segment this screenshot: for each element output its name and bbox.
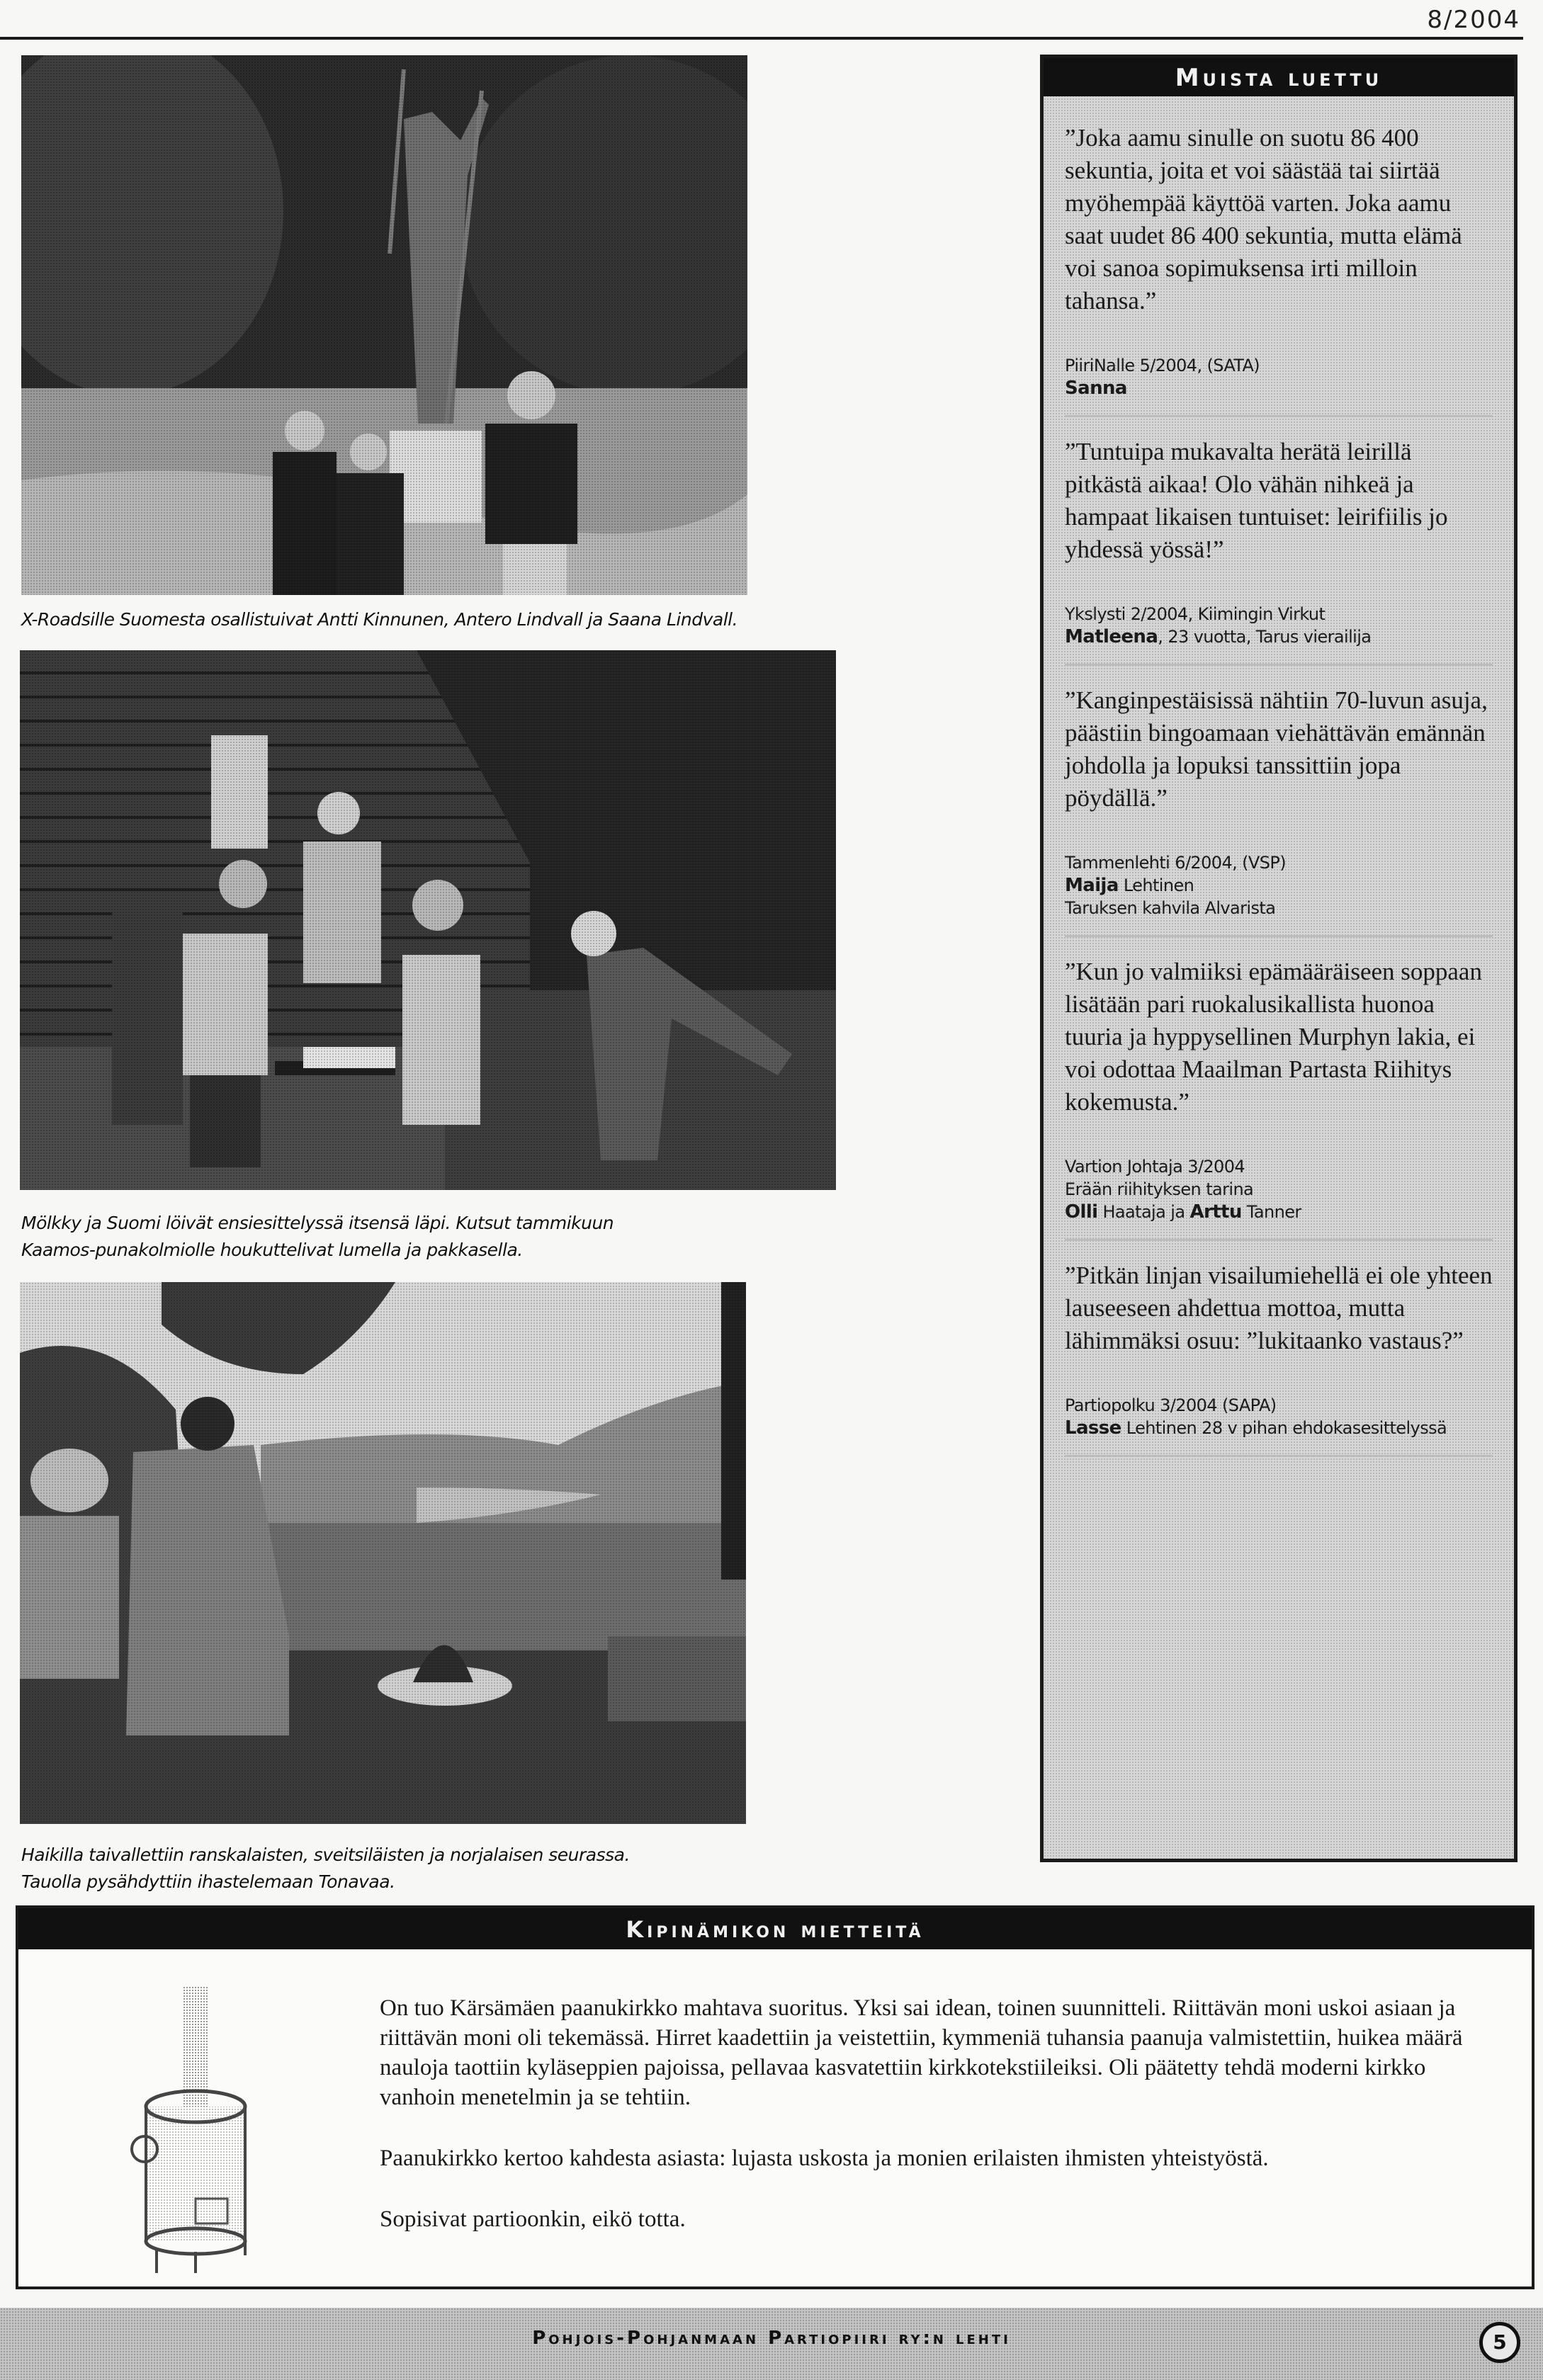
caption-line: Mölkky ja Suomi löivät ensiesittelyssä itsensä läpi. Kutsut tammikuun [21,1213,614,1233]
quote-extra: Taruksen kahvila Alvarista [1065,898,1276,918]
kipinamikko-stove-icon [118,1958,273,2277]
paragraph: Paanukirkko kertoo kahdesta asiasta: lujasta uskosta ja monien erilaisten ihmisten yhteistyöstä. [380,2146,1269,2171]
caption-line: Haikilla taivallettiin ranskalaisten, sveitsiläisten ja norjalaisen seurassa. [21,1844,630,1865]
quote-source: PiiriNalle 5/2004, (SATA) [1065,356,1260,375]
issue-number: 8/2004 [1427,6,1520,34]
quote-text: ”Kanginpestäisissä nähtiin 70-luvun asuja, päästiin bingoamaan viehättävän emännän johdolla ja lopuksi tanssittiin jopa pöydällä.” [1065,686,1488,812]
quote-source: Ykslysti 2/2004, Kiimingin Virkut [1065,604,1326,624]
author-detail: Lehtinen [1118,876,1194,895]
quote-author [1065,1417,1493,1439]
caption-line: X-Roadsille Suomesta osallistuivat Antti Kinnunen, Antero Lindvall ja Saana Lindvall. [21,609,738,630]
sidebar-title: Muista luettu [1044,58,1514,96]
paragraph: On tuo Kärsämäen paanukirkko mahtava suoritus. Yksi sai idean, toinen suunnitteli. Riittävän moni uskoi asiaan ja riittävän moni oli tekemässä. Hirret kaadettiin ja veistettiin, kymmeniä tuhansia paanuja valmistettiin, huikea määrä nauloja taottiin kyläseppien pajoissa, pellavaa kasvatettiin kirkkotekstiileiksi. Oli päätetty tehdä moderni kirkko vanhoin menetelmin ja se tehtiin. [380,1995,1463,2110]
author-name: Lasse [1065,1417,1121,1439]
photo-caption-3 [21,1842,801,1896]
page-footer [0,2308,1543,2380]
photo-scouts-statue [21,55,747,595]
quote-subsource: Erään riihityksen tarina [1065,1179,1254,1199]
photo-caption-2 [21,1210,801,1264]
quote-author [1065,625,1493,648]
caption-line: Kaamos-punakolmiolle houkuttelivat lumella ja pakkasella. [21,1240,523,1260]
publication-name: Pohjois-Pohjanmaan Partiopiiri ry:n lehti [532,2328,1011,2349]
quote-text: ”Joka aamu sinulle on suotu 86 400 sekuntia, joita et voi säästää tai siirtää myöhempää käyttöä varten. Joka aamu saat uudet 86 400 sekuntia, mutta elämä voi sanoa sopimuksensa irti milloin tahansa.” [1065,124,1462,314]
author-name: Matleena [1065,626,1158,647]
quote-text: ”Pitkän linjan visailumiehellä ei ole yhteen lauseeseen ahdettua mottoa, mutta lähimmäksi osuu: ”lukitaanko vastaus?” [1065,1262,1493,1354]
quote-text: ”Kun jo valmiiksi epämääräiseen soppaan lisätään pari ruokalusikallista huonoa tuuria ja hyppysellinen Murphyn lakia, ei voi odottaa Maailman Partasta Riihitys kokemusta.” [1065,958,1482,1116]
kipinamikko-title: Kipinämikon mietteitä [18,1908,1532,1949]
quote-item [1065,684,1493,937]
author-name: Olli [1065,1201,1098,1223]
quote-text: ”Tuntuipa mukavalta herätä leirillä pitkästä aikaa! Olo vähän nihkeä ja hampaat likaisen tuntuiset: leirifiilis jo yhdessä yössä!” [1065,438,1448,563]
photo-scouts-statue-image [21,55,747,595]
quote-source: Vartion Johtaja 3/2004 [1065,1157,1245,1177]
quote-list [1044,96,1514,1457]
quote-author [1065,874,1493,897]
quote-source: Partiopolku 3/2004 (SAPA) [1065,1395,1277,1415]
kipinamikko-text [380,1993,1506,2265]
photo-danube-view-image [20,1282,746,1824]
photo-danube-view [20,1282,746,1824]
photo-molkky-game-image [20,650,836,1190]
header-rule [0,37,1523,40]
quote-item [1065,436,1493,666]
paragraph: Sopisivat partioonkin, eikö totta. [380,2206,686,2232]
quote-author [1065,1201,1493,1223]
author-name: Maija [1065,875,1119,896]
quote-item [1065,106,1493,417]
author-name: Arttu [1189,1201,1242,1223]
quote-item [1065,1259,1493,1457]
quote-item [1065,956,1493,1241]
author-detail: Haataja ja [1097,1202,1190,1222]
quote-source: Tammenlehti 6/2004, (VSP) [1065,853,1287,873]
author-detail: Tanner [1241,1202,1301,1222]
kipinamikko-box [16,1905,1534,2289]
quote-author [1065,377,1493,400]
author-detail: Lehtinen 28 v pihan ehdokasesittelyssä [1121,1418,1447,1438]
author-name: Sanna [1065,378,1127,399]
photo-caption-1 [21,606,801,633]
author-detail: , 23 vuotta, Tarus vierailija [1158,627,1372,647]
photo-molkky-game [20,650,836,1190]
caption-line: Tauolla pysähdyttiin ihastelemaan Tonavaa. [21,1871,395,1892]
page-number: 5 [1479,2322,1520,2363]
sidebar-muista-luettu [1040,55,1517,1862]
